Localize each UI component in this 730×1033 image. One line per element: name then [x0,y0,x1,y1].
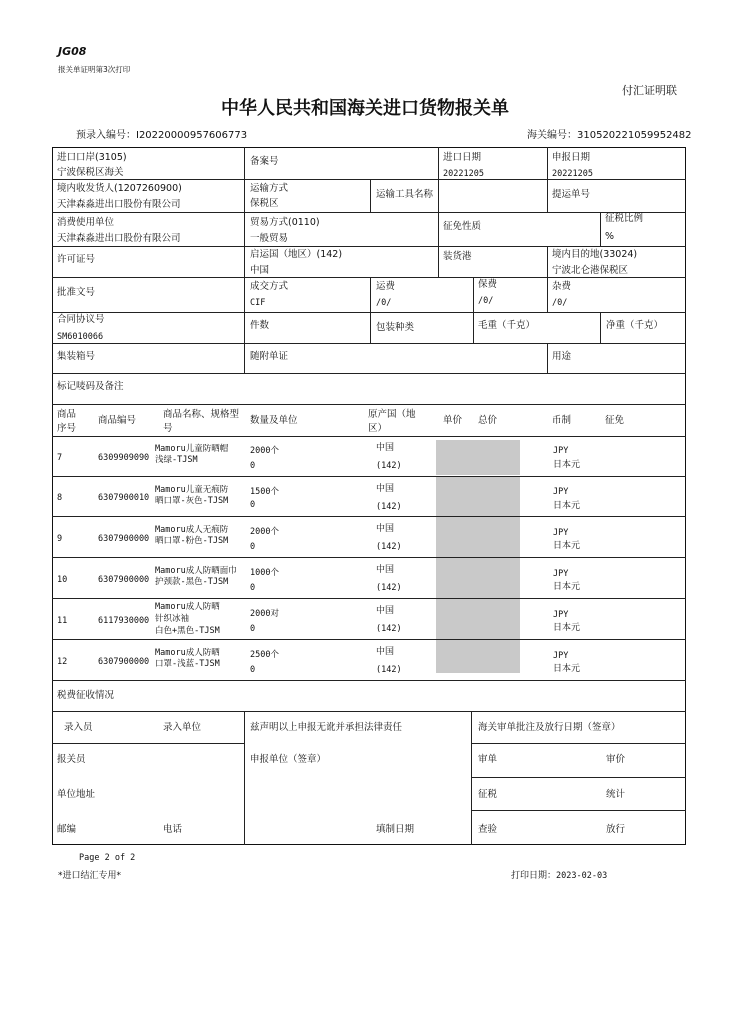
entry-port-value: 宁波保税区海关 [57,167,124,178]
goods-name-line2: 针织冰袖 [155,614,190,624]
goods-name-line1: Mamoru儿童防晒帽 [155,444,229,454]
goods-qty: 2500个 [250,650,279,660]
misc-label: 杂费 [552,281,572,292]
inspect-label: 查验 [478,824,498,835]
goods-code: 6309909090 [98,453,150,463]
goods-code: 6307900000 [98,534,150,544]
goods-qty: 1000个 [250,568,279,578]
col-origin-header: 原产国（地区） [368,409,416,434]
goods-name-line2: 晒口罩-灰色-TJSM [155,496,229,506]
docs-label: 随附单证 [250,351,289,362]
goods-currency: JPY [553,569,569,579]
contract-label: 合同协议号 [57,314,105,325]
goods-qty-secondary: 0 [250,500,256,510]
tax-label: 税费征收情况 [57,690,115,701]
postcode-label: 邮编 [57,824,77,835]
print-date-label: 打印日期： [511,871,557,881]
goods-origin: 中国 [376,484,395,494]
consumer-value: 天津森淼进出口股份有限公司 [57,233,181,244]
pre-entry-number [76,126,247,141]
freight-value: /0/ [376,298,392,308]
dest-label: 境内目的地(33024) [552,249,638,260]
pricing-label: 审价 [606,754,626,765]
redacted-amount [436,440,520,475]
goods-qty-secondary: 0 [250,542,256,552]
col-currency-header: 币制 [552,415,572,426]
dest-value: 宁波北仑港保税区 [552,265,629,276]
print-date-value: 2023-02-03 [556,871,608,881]
goods-qty: 2000对 [250,609,279,619]
consignee-value: 天津森淼进出口股份有限公司 [57,199,181,210]
goods-currency: JPY [553,528,569,538]
goods-qty: 2000个 [250,446,279,456]
loading-port-label: 装货港 [443,251,472,262]
goods-qty-secondary: 0 [250,461,256,471]
goods-qty-secondary: 0 [250,665,256,675]
deal-mode-value: CIF [250,298,266,308]
page-title: 中华人民共和国海关进口货物报关单 [221,98,509,119]
goods-origin-code: (142) [376,665,402,675]
goods-origin: 中国 [376,443,395,453]
redacted-amount [436,477,520,516]
customs-no-label: 海关编号： [527,130,577,141]
pieces-label: 件数 [250,320,270,331]
goods-currency: JPY [553,446,569,456]
marks-label: 标记唛码及备注 [57,381,124,392]
goods-qty-secondary: 0 [250,583,256,593]
gross-weight-label: 毛重（千克） [478,320,536,331]
goods-code: 6307900010 [98,493,150,503]
transport-tool-label: 运输工具名称 [376,189,434,200]
entry-clerk-label: 录入员 [64,722,93,733]
import-date-value: 20221205 [443,169,484,179]
contract-value: SM6010066 [57,332,104,342]
col-total-header: 总价 [478,415,498,426]
col-qty-header: 数量及单位 [250,415,298,426]
review-label: 审单 [478,754,498,765]
levy-ratio-label: 征税比例 [605,213,644,224]
goods-code: 6307900000 [98,657,150,667]
copy-label: 付汇证明联 [622,84,677,97]
trade-mode-value: 一般贸易 [250,233,289,244]
package-label: 包装种类 [376,322,415,333]
declare-date-value: 20221205 [552,169,593,179]
goods-name-line1: Mamoru成人防晒 [155,602,220,612]
goods-seq: 7 [57,453,63,463]
goods-origin-code: (142) [376,542,402,552]
usage-label: 用途 [552,351,572,362]
print-note: 报关单证明第3次打印 [58,65,131,74]
goods-name-line3: 白色+黑色-TJSM [155,626,220,636]
goods-origin-code: (142) [376,461,402,471]
goods-qty: 1500个 [250,487,279,497]
release-label: 放行 [606,824,626,835]
goods-seq: 9 [57,534,63,544]
goods-origin-code: (142) [376,583,402,593]
import-date-label: 进口日期 [443,152,482,163]
net-weight-label: 净重（千克） [606,320,664,331]
goods-code: 6117930000 [98,616,150,626]
goods-qty-secondary: 0 [250,624,256,634]
redacted-amount [436,599,520,639]
unit-address-label: 单位地址 [57,789,96,800]
goods-origin-code: (142) [376,624,402,634]
redacted-amount [436,558,520,598]
goods-currency-name: 日本元 [553,460,581,470]
goods-name-line2: 晒口罩-粉色-TJSM [155,536,229,546]
entry-unit-label: 录入单位 [163,722,202,733]
redacted-amount [436,640,520,673]
deal-mode-label: 成交方式 [250,281,289,292]
goods-code: 6307900000 [98,575,150,585]
customs-number [527,126,692,141]
declare-unit-label: 申报单位（签章） [250,754,327,765]
record-no-label: 备案号 [250,156,279,167]
stats-label: 统计 [606,789,626,800]
pre-entry-value: I20220000957606773 [136,130,248,141]
levy-tax-label: 征税 [478,789,498,800]
approval-label: 批准文号 [57,287,96,298]
goods-currency-name: 日本元 [553,541,581,551]
origin-country-label: 启运国（地区）(142) [250,249,343,260]
col-name-header: 商品名称、规格型号 [163,409,240,434]
page-indicator: Page 2 of 2 [79,853,136,863]
goods-origin: 中国 [376,565,395,575]
goods-origin: 中国 [376,647,395,657]
goods-name-line2: 浅绿-TJSM [155,455,198,465]
customs-no-value: 310520221059952482 [577,130,692,141]
goods-name-line1: Mamoru成人防晒面巾 [155,566,237,576]
misc-value: /0/ [552,298,568,308]
trade-mode-label: 贸易方式(0110) [250,217,320,228]
goods-currency: JPY [553,610,569,620]
goods-name-line2: 口罩-浅蓝-TJSM [155,659,220,669]
col-code-header: 商品编号 [98,415,137,426]
insurance-value: /0/ [478,296,494,306]
goods-currency: JPY [553,651,569,661]
goods-seq: 12 [57,657,68,667]
goods-name-line1: Mamoru成人无痕防 [155,525,229,535]
levy-ratio-value: % [605,231,615,242]
insurance-label: 保费 [478,279,498,290]
transport-mode-value: 保税区 [250,198,279,209]
levy-nature-label: 征免性质 [443,221,482,232]
goods-name-line1: Mamoru成人防晒 [155,648,220,658]
transport-mode-label: 运输方式 [250,183,289,194]
goods-origin: 中国 [376,524,395,534]
consumer-label: 消费使用单位 [57,217,115,228]
goods-currency-name: 日本元 [553,582,581,592]
col-price-header: 单价 [443,415,463,426]
goods-currency: JPY [553,487,569,497]
goods-origin-code: (142) [376,502,402,512]
container-label: 集装箱号 [57,351,96,362]
bill-no-label: 提运单号 [552,189,591,200]
goods-qty: 2000个 [250,527,279,537]
form-code: JG08 [58,45,87,58]
goods-name-line2: 护颈款-黑色-TJSM [155,577,229,587]
goods-seq: 10 [57,575,68,585]
goods-name-line1: Mamoru儿童无痕防 [155,485,229,495]
goods-currency-name: 日本元 [553,501,581,511]
goods-currency-name: 日本元 [553,623,581,633]
goods-seq: 11 [57,616,68,626]
declarant-label: 报关员 [57,754,86,765]
freight-label: 运费 [376,281,396,292]
redacted-amount [436,517,520,557]
declaration-text: 兹声明以上申报无讹并承担法律责任 [250,722,403,733]
goods-currency-name: 日本元 [553,664,581,674]
entry-port-label: 进口口岸(3105) [57,152,127,163]
col-seq-header: 商品序号 [57,409,77,434]
phone-label: 电话 [163,824,183,835]
special-use-text: *进口结汇专用* [58,871,122,881]
goods-origin: 中国 [376,606,395,616]
print-date [511,871,607,882]
declare-date-label: 申报日期 [552,152,591,163]
col-levy-header: 征免 [605,415,625,426]
consignee-label: 境内收发货人(1207260900) [57,183,182,194]
customs-approval-label: 海关审单批注及放行日期（签章） [478,722,621,733]
goods-seq: 8 [57,493,63,503]
license-label: 许可证号 [57,254,96,265]
origin-country-value: 中国 [250,265,270,276]
fill-date-label: 填制日期 [376,824,415,835]
pre-entry-label: 预录入编号： [76,130,136,141]
